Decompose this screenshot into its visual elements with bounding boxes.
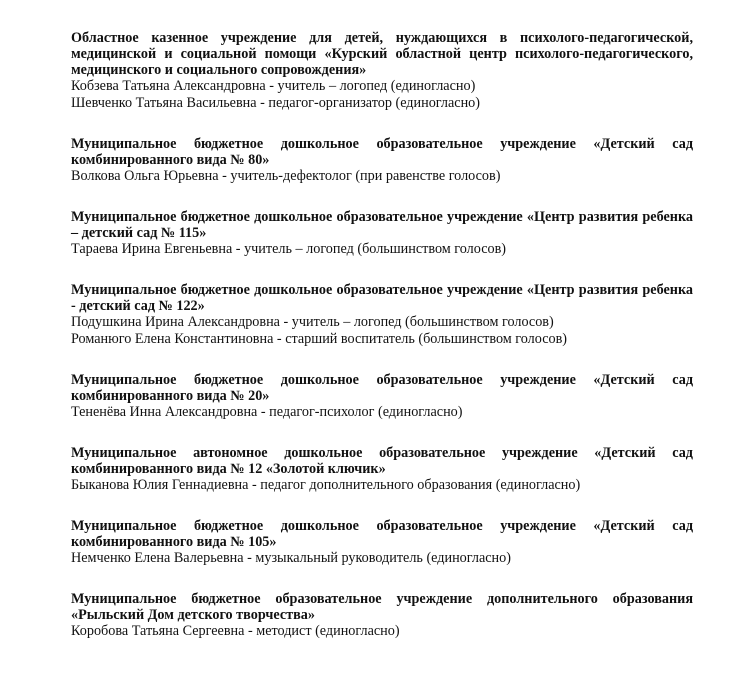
org-block	[71, 30, 693, 112]
person-entry: Тененёва Инна Александровна - педагог-психолог (единогласно)	[71, 404, 463, 420]
person-entry: Быканова Юлия Геннадиевна - педагог дополнительного образования (единогласно)	[71, 477, 581, 493]
org-block	[71, 591, 693, 640]
organization-name: Муниципальное бюджетное дошкольное образовательное учреждение «Детский сад комбинированного вида № 80»	[71, 136, 693, 168]
person-entry: Волкова Ольга Юрьевна - учитель-дефектолог (при равенстве голосов)	[71, 168, 501, 184]
person-entry: Кобзева Татьяна Александровна - учитель – логопед (единогласно)	[71, 78, 476, 94]
person-entry: Немченко Елена Валерьевна - музыкальный руководитель (единогласно)	[71, 550, 511, 566]
document-page	[71, 30, 693, 664]
organization-name: Муниципальное бюджетное дошкольное образовательное учреждение «Детский сад комбинированного вида № 20»	[71, 372, 693, 404]
person-entry: Тараева Ирина Евгеньевна - учитель – логопед (большинством голосов)	[71, 241, 507, 257]
organization-name: Областное казенное учреждение для детей, нуждающихся в психолого-педагогической, медицинской и социальной помощи «Курский областной центр психолого-педагогического, медицинского и социального сопровождения»	[71, 30, 693, 78]
organization-name: Муниципальное бюджетное дошкольное образовательное учреждение «Центр развития ребенка - детский сад № 122»	[71, 282, 693, 314]
organization-name: Муниципальное бюджетное образовательное учреждение дополнительного образования «Рыльский Дом детского творчества»	[71, 591, 693, 623]
person-entry: Подушкина Ирина Александровна - учитель – логопед (большинством голосов)	[71, 314, 554, 330]
org-block	[71, 209, 693, 258]
org-block	[71, 372, 693, 421]
organization-name: Муниципальное бюджетное дошкольное образовательное учреждение «Детский сад комбинированного вида № 105»	[71, 518, 693, 550]
person-entry: Коробова Татьяна Сергеевна - методист (единогласно)	[71, 623, 400, 639]
org-block	[71, 518, 693, 567]
org-block	[71, 136, 693, 185]
organization-name: Муниципальное бюджетное дошкольное образовательное учреждение «Центр развития ребенка – детский сад № 115»	[71, 209, 693, 241]
org-block	[71, 445, 693, 494]
organization-name: Муниципальное автономное дошкольное образовательное учреждение «Детский сад комбинированного вида № 12 «Золотой ключик»	[71, 445, 693, 477]
org-block	[71, 282, 693, 348]
person-entry: Романюго Елена Константиновна - старший воспитатель (большинством голосов)	[71, 331, 568, 347]
person-entry: Шевченко Татьяна Васильевна - педагог-организатор (единогласно)	[71, 95, 480, 111]
